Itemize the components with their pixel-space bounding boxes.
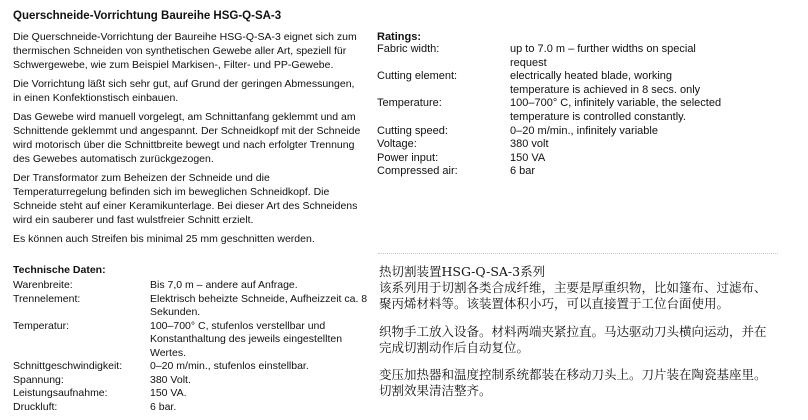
rating-value: electrically heated blade, working temperature is achieved in 8 secs. only: [510, 70, 701, 96]
rating-label: Fabric width:: [377, 43, 440, 55]
spec-value: 0–20 m/min., stufenlos einstellbar.: [150, 360, 309, 372]
spec-label: Schnittgeschwindigkeit:: [13, 360, 123, 372]
spec-value: Bis 7,0 m – andere auf Anfrage.: [150, 279, 298, 291]
chinese-paragraph: 热切割装置HSG-Q-SA-3系列 该系列用于切割各类合成纤维，主要是厚重织物，比如篷布、过滤布、聚丙烯材料等。该装置体积小巧，可以直接置于工位台面使用。: [379, 264, 767, 312]
table-row: [13, 401, 368, 415]
table-row: [13, 293, 368, 320]
spec-label: Spannung:: [13, 373, 64, 386]
table-row: [377, 43, 727, 70]
spec-label: Druckluft:: [13, 400, 58, 413]
chinese-paragraph: 变压加热器和温度控制系统都装在移动刀头上。刀片装在陶瓷基座里。切割效果清洁整齐。: [379, 367, 767, 399]
rating-label: Compressed air:: [377, 165, 458, 178]
rating-value: 150 VA: [510, 151, 546, 164]
rating-value: 380 volt: [510, 138, 549, 151]
table-row: [13, 279, 368, 293]
spec-value: 6 bar.: [150, 400, 177, 413]
chinese-description: [379, 264, 774, 410]
german-paragraph: Die Vorrichtung läßt sich sehr gut, auf Grund der geringen Abmessungen, in einen Konfektionstisch einbauen.: [13, 78, 355, 104]
technical-data-heading: Technische Daten:: [13, 264, 106, 276]
table-row: [13, 387, 368, 401]
rating-value: 100–700° C, infinitely variable, the selected temperature is controlled constantly.: [510, 97, 722, 123]
rating-label: Power input:: [377, 151, 439, 164]
spec-value: Elektrisch beheizte Schneide, Aufheizzeit ca. 8 Sekunden.: [150, 292, 368, 318]
rating-label: Voltage:: [377, 138, 417, 151]
german-paragraph: Der Transformator zum Beheizen der Schneide und die Temperaturregelung befinden sich im beweglichen Schneidkopf. Die Schneide steht auf einer Keramikunterlage. Bei dieser Art des Schneidens wird ein sauberer und fast wulstfreier Schnitt erzielt.: [13, 172, 358, 226]
chinese-paragraph: 织物手工放入设备。材料两端夹紧拉直。马达驱动刀头横向运动，并在完成切割动作后自动复位。: [379, 323, 767, 355]
spec-label: Trennelement:: [13, 292, 81, 305]
table-row: [13, 360, 368, 374]
ratings-heading: Ratings:: [377, 31, 421, 43]
table-row: [377, 70, 727, 97]
table-row: [13, 374, 368, 388]
spec-value: 100–700° C, stufenlos verstellbar und Konstanthaltung des jeweils eingestellten Wertes.: [150, 319, 343, 359]
document-title: Querschneide-Vorrichtung Baureihe HSG-Q-SA-3: [13, 10, 282, 22]
spec-label: Leistungsaufnahme:: [13, 387, 108, 399]
table-row: [377, 138, 727, 152]
rating-label: Cutting element:: [377, 70, 458, 83]
table-row: [13, 320, 368, 361]
table-row: [377, 165, 727, 179]
technical-data-table: [13, 279, 368, 414]
spec-label: Warenbreite:: [13, 279, 73, 291]
german-description: [13, 30, 363, 251]
table-row: [377, 152, 727, 166]
table-row: [377, 97, 727, 124]
spec-value: 150 VA.: [150, 387, 187, 399]
german-paragraph: Das Gewebe wird manuell vorgelegt, am Schnittanfang geklemmt und am Schnittende geklemmt und angespannt. Der Schneidkopf mit der Schneide wird motorisch über die Schnittbreite bewegt und nach erfolgter Trennung des Gewebes automatisch zurückgezogen.: [13, 111, 361, 165]
rating-value: 0–20 m/min., infinitely variable: [510, 124, 658, 137]
table-row: [377, 125, 727, 139]
german-paragraph: Die Querschneide-Vorrichtung der Baureihe HSG-Q-SA-3 eignet sich zum thermischen Schneiden von synthetischen Gewebe aller Art, speziell für Schwergewebe, wie zum Beispiel Markisen-, Filter- und PP-Gewebe.: [13, 31, 357, 71]
section-divider: [378, 253, 778, 254]
rating-label: Cutting speed:: [377, 124, 448, 137]
ratings-table: [377, 43, 727, 179]
rating-value: up to 7.0 m – further widths on special request: [510, 43, 696, 69]
german-paragraph: Es können auch Streifen bis minimal 25 mm geschnitten werden.: [13, 233, 315, 245]
spec-label: Temperatur:: [13, 319, 70, 332]
spec-value: 380 Volt.: [150, 373, 191, 386]
rating-value: 6 bar: [510, 165, 536, 178]
rating-label: Temperature:: [377, 97, 442, 110]
